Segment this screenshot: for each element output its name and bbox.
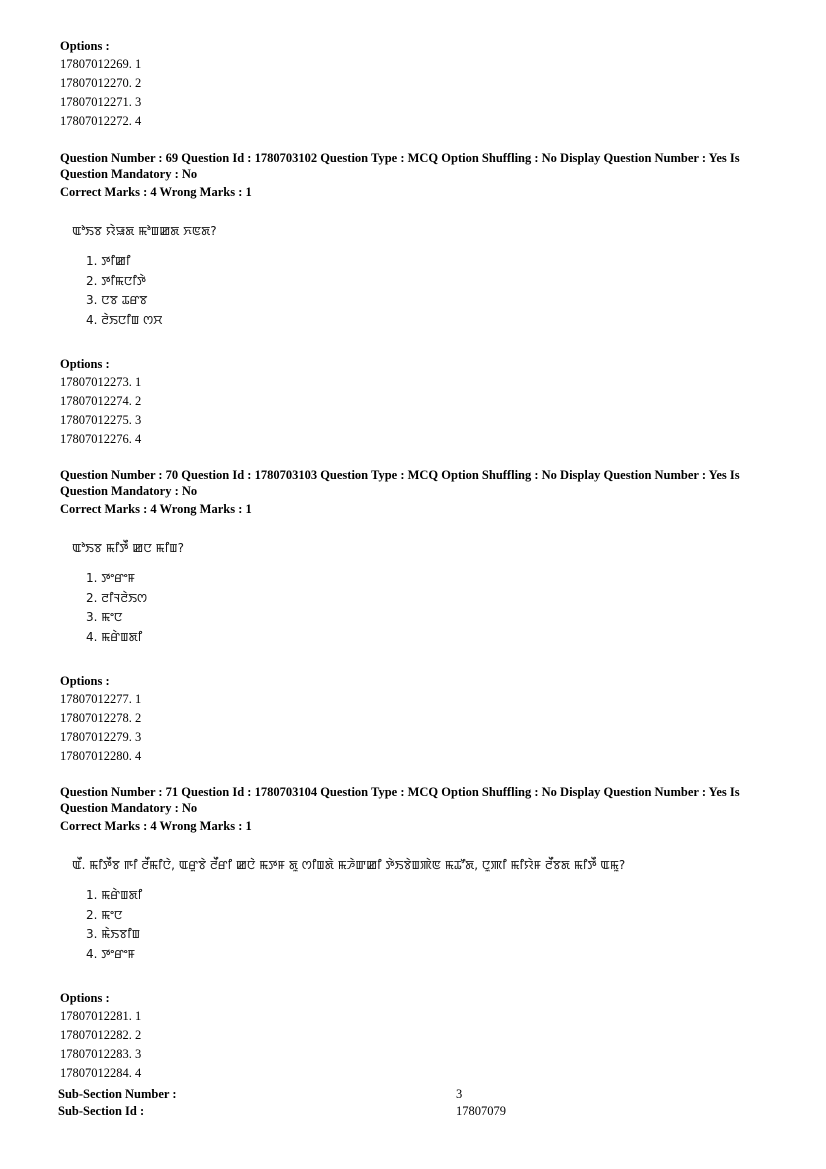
option-id-line: 17807012273. 1 — [60, 375, 142, 389]
option-id-line: 17807012276. 4 — [60, 432, 142, 446]
question-text: ꯑꯣꯏꯕ ꯌꯥꯎꯗ ꯃꯣꯡꯀꯗ ꯈꯟꯗ? — [72, 224, 217, 238]
question-text: ꯑꯣꯏꯕ ꯃꯤꯇꯩ ꯀꯅ ꯃꯤꯡ? — [72, 541, 184, 555]
question-block-69 — [60, 150, 760, 330]
question-body — [72, 856, 760, 964]
option-id-line: 17807012272. 4 — [60, 114, 142, 128]
option-id-line: 17807012275. 3 — [60, 413, 142, 427]
choice-item: 1. ꯃꯔꯥꯡꯗꯤ — [86, 888, 143, 902]
options-block-q68 — [60, 38, 760, 131]
sub-section-number-value: 3 — [456, 1087, 463, 1101]
option-id-line: 17807012274. 2 — [60, 394, 142, 408]
option-id-line: 17807012280. 4 — [60, 749, 142, 763]
choice-item: 1. ꯇꯦꯔꯦꯝ — [86, 571, 136, 585]
options-title: Options : — [60, 39, 110, 53]
question-header: Question Number : 69 Question Id : 1780703102 Question Type : MCQ Option Shuffling : No Display Question Number : Yes Is — [60, 151, 740, 165]
question-marks: Correct Marks : 4 Wrong Marks : 1 — [60, 185, 252, 199]
choice-item: 3. ꯅꯕ ꯊꯔꯕ — [86, 293, 148, 307]
option-id-line: 17807012283. 3 — [60, 1047, 142, 1061]
option-id-line: 17807012277. 1 — [60, 692, 142, 706]
option-id-line: 17807012269. 1 — [60, 57, 142, 71]
sub-section-id-value: 17807079 — [456, 1104, 506, 1118]
choice-item: 4. ꯃꯔꯥꯡꯗꯤ — [86, 629, 143, 644]
question-mandatory: Question Mandatory : No — [60, 801, 198, 815]
choice-list — [86, 252, 760, 330]
question-block-70 — [60, 467, 760, 647]
question-marks: Correct Marks : 4 Wrong Marks : 1 — [60, 502, 252, 516]
sub-section-id-label: Sub-Section Id : — [58, 1104, 145, 1118]
sub-section-number-label: Sub-Section Number : — [58, 1087, 177, 1101]
question-text: ꯑꯩ. ꯃꯤꯇꯩꯕ ꯒꯤ ꯂꯩꯃꯤꯅꯥ, ꯑꯔꯨꯕꯥ ꯂꯩꯔꯤ ꯀꯅꯥ ꯃꯇꯝ ꯗꯨ ꯁꯤꯡꯗꯥ ꯃꯍꯥꯛꯀꯤ ꯇꯥꯏꯕꯥꯡꯄꯥꯟ ꯃꯊꯧꯗ, ꯅꯨꯄꯤ ꯃꯤꯌꯥꯝ ꯂꯩꯕꯗ ꯃꯤꯇꯩ ꯑꯃꯨ? — [72, 858, 626, 872]
options-block-q71 — [60, 990, 760, 1083]
option-id-line: 17807012270. 2 — [60, 76, 142, 90]
question-marks: Correct Marks : 4 Wrong Marks : 1 — [60, 819, 252, 833]
option-id-line: 17807012278. 2 — [60, 711, 142, 725]
question-mandatory: Question Mandatory : No — [60, 484, 198, 498]
choice-item: 1. ꯇꯤꯀꯤ — [86, 254, 131, 268]
choice-list — [86, 569, 760, 647]
option-id-line: 17807012281. 1 — [60, 1009, 142, 1023]
question-body — [72, 222, 760, 330]
options-block-q69 — [60, 356, 760, 449]
options-block-q70 — [60, 673, 760, 766]
choice-item: 3. ꯃꯦꯅ — [86, 610, 123, 624]
question-block-71 — [60, 784, 760, 964]
options-title: Options : — [60, 357, 110, 371]
option-id-line: 17807012284. 4 — [60, 1066, 142, 1080]
options-title: Options : — [60, 991, 110, 1005]
question-header: Question Number : 70 Question Id : 1780703103 Question Type : MCQ Option Shuffling : No Display Question Number : Yes Is — [60, 468, 740, 482]
question-header: Question Number : 71 Question Id : 1780703104 Question Type : MCQ Option Shuffling : No Display Question Number : Yes Is — [60, 785, 740, 799]
choice-item: 2. ꯂꯤꯜꯂꯥꯏꯁ — [86, 590, 148, 605]
choice-item: 2. ꯃꯦꯅ — [86, 907, 123, 922]
choice-item: 4. ꯇꯦꯔꯦꯝ — [86, 946, 136, 961]
choice-item: 3. ꯃꯥꯏꯕꯤꯡ — [86, 927, 141, 941]
choice-list — [86, 886, 760, 964]
option-id-line: 17807012271. 3 — [60, 95, 142, 109]
question-body — [72, 539, 760, 647]
choice-item: 2. ꯇꯤꯃꯅꯤꯇꯥ — [86, 273, 146, 288]
question-mandatory: Question Mandatory : No — [60, 167, 198, 181]
choice-item: 4. ꯂꯥꯏꯅꯤꯡ ꯁꯆ — [86, 312, 163, 327]
option-id-line: 17807012282. 2 — [60, 1028, 142, 1042]
options-title: Options : — [60, 674, 110, 688]
option-id-line: 17807012279. 3 — [60, 730, 142, 744]
